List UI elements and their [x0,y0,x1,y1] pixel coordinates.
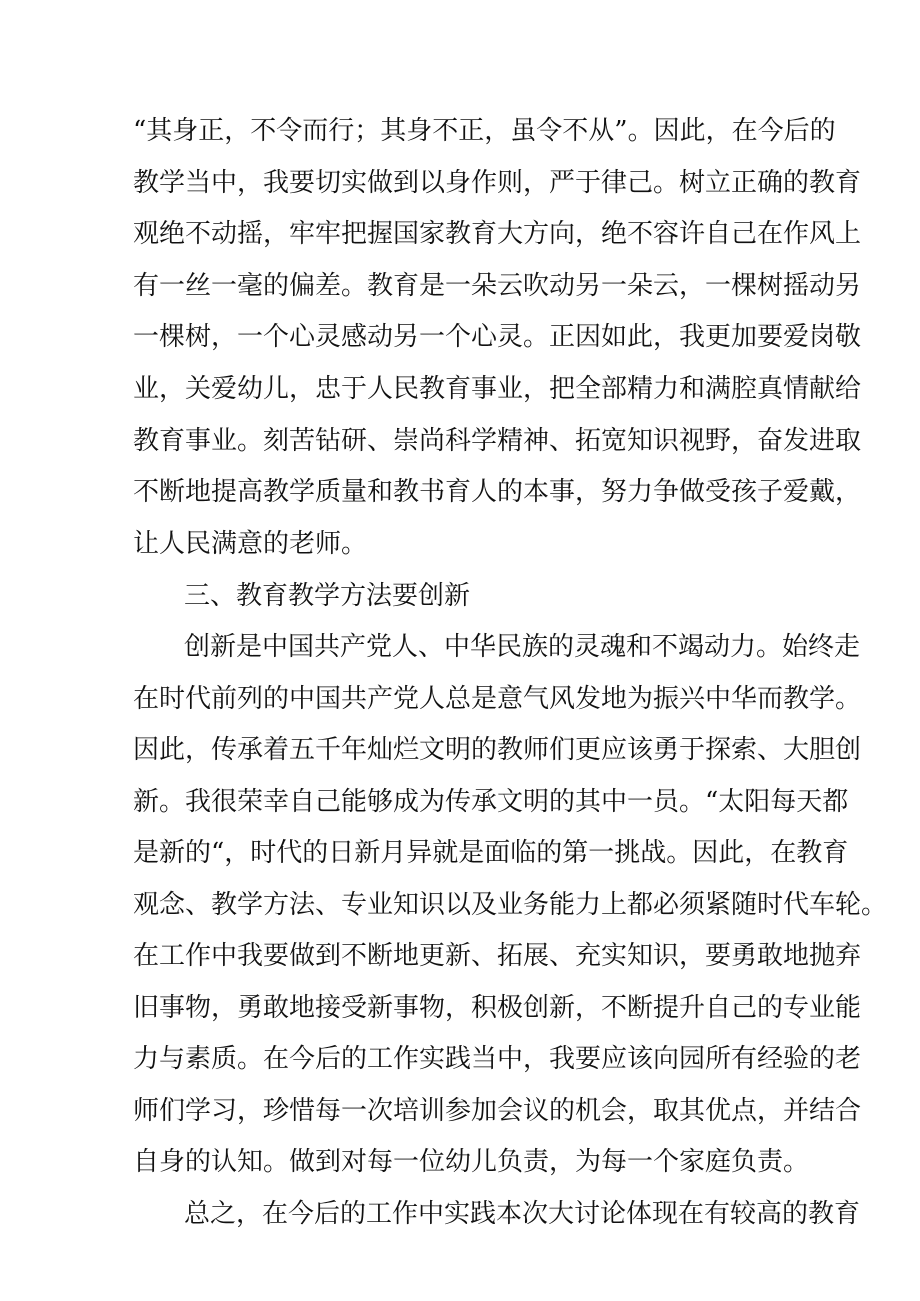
paragraph-1-line-3: 观绝不动摇，牢牢把握国家教育大方向，绝不容许自己在作风上 [133,219,862,249]
paragraph-2-line-7: 在工作中我要做到不断地更新、拓展、充实知识，要勇敢地抛弃 [133,941,862,971]
paragraph-3-line-1: 总之，在今后的工作中实践本次大讨论体现在有较高的教育 [184,1199,861,1229]
paragraph-1-line-2: 教学当中，我要切实做到以身作则，严于律己。树立正确的教育 [133,168,862,198]
paragraph-2-line-9: 力与素质。在今后的工作实践当中，我要应该向园所有经验的老 [133,1044,862,1074]
paragraph-1-line-7: 教育事业。刻苦钻研、崇尚科学精神、拓宽知识视野，奋发进取 [133,426,862,456]
paragraph-1-line-5: 一棵树，一个心灵感动另一个心灵。正因如此，我更加要爱岗敬 [133,322,862,352]
paragraph-1-line-1: “其身正，不令而行；其身不正，虽令不从”。因此，在今后的 [133,116,836,146]
paragraph-2-line-4: 新。我很荣幸自己能够成为传承文明的其中一员。“太阳每天都 [133,787,849,817]
section-heading: 三、教育教学方法要创新 [184,581,471,611]
paragraph-1-line-6: 业，关爱幼儿，忠于人民教育事业，把全部精力和满腔真情献给 [133,374,862,404]
paragraph-2-line-11: 自身的认知。做到对每一位幼儿负责，为每一个家庭负责。 [133,1147,810,1177]
paragraph-2-line-6: 观念、教学方法、专业知识以及业务能力上都必须紧随时代车轮。 [133,890,888,920]
paragraph-2-line-10: 师们学习，珍惜每一次培训参加会议的机会，取其优点，并结合 [133,1096,862,1126]
paragraph-1-line-4: 有一丝一毫的偏差。教育是一朵云吹动另一朵云，一棵树摇动另 [133,271,862,301]
paragraph-2-line-2: 在时代前列的中国共产党人总是意气风发地为振兴中华而教学。 [133,684,862,714]
paragraph-2-line-3: 因此，传承着五千年灿烂文明的教师们更应该勇于探索、大胆创 [133,735,862,765]
paragraph-2-line-8: 旧事物，勇敢地接受新事物，积极创新，不断提升自己的专业能 [133,993,862,1023]
paragraph-2-line-5: 是新的“，时代的日新月异就是面临的第一挑战。因此，在教育 [133,838,849,868]
paragraph-2-line-1: 创新是中国共产党人、中华民族的灵魂和不竭动力。始终走 [184,632,861,662]
paragraph-1-line-9: 让人民满意的老师。 [133,529,368,559]
paragraph-1-line-8: 不断地提高教学质量和教书育人的本事，努力争做受孩子爱戴， [133,477,862,507]
